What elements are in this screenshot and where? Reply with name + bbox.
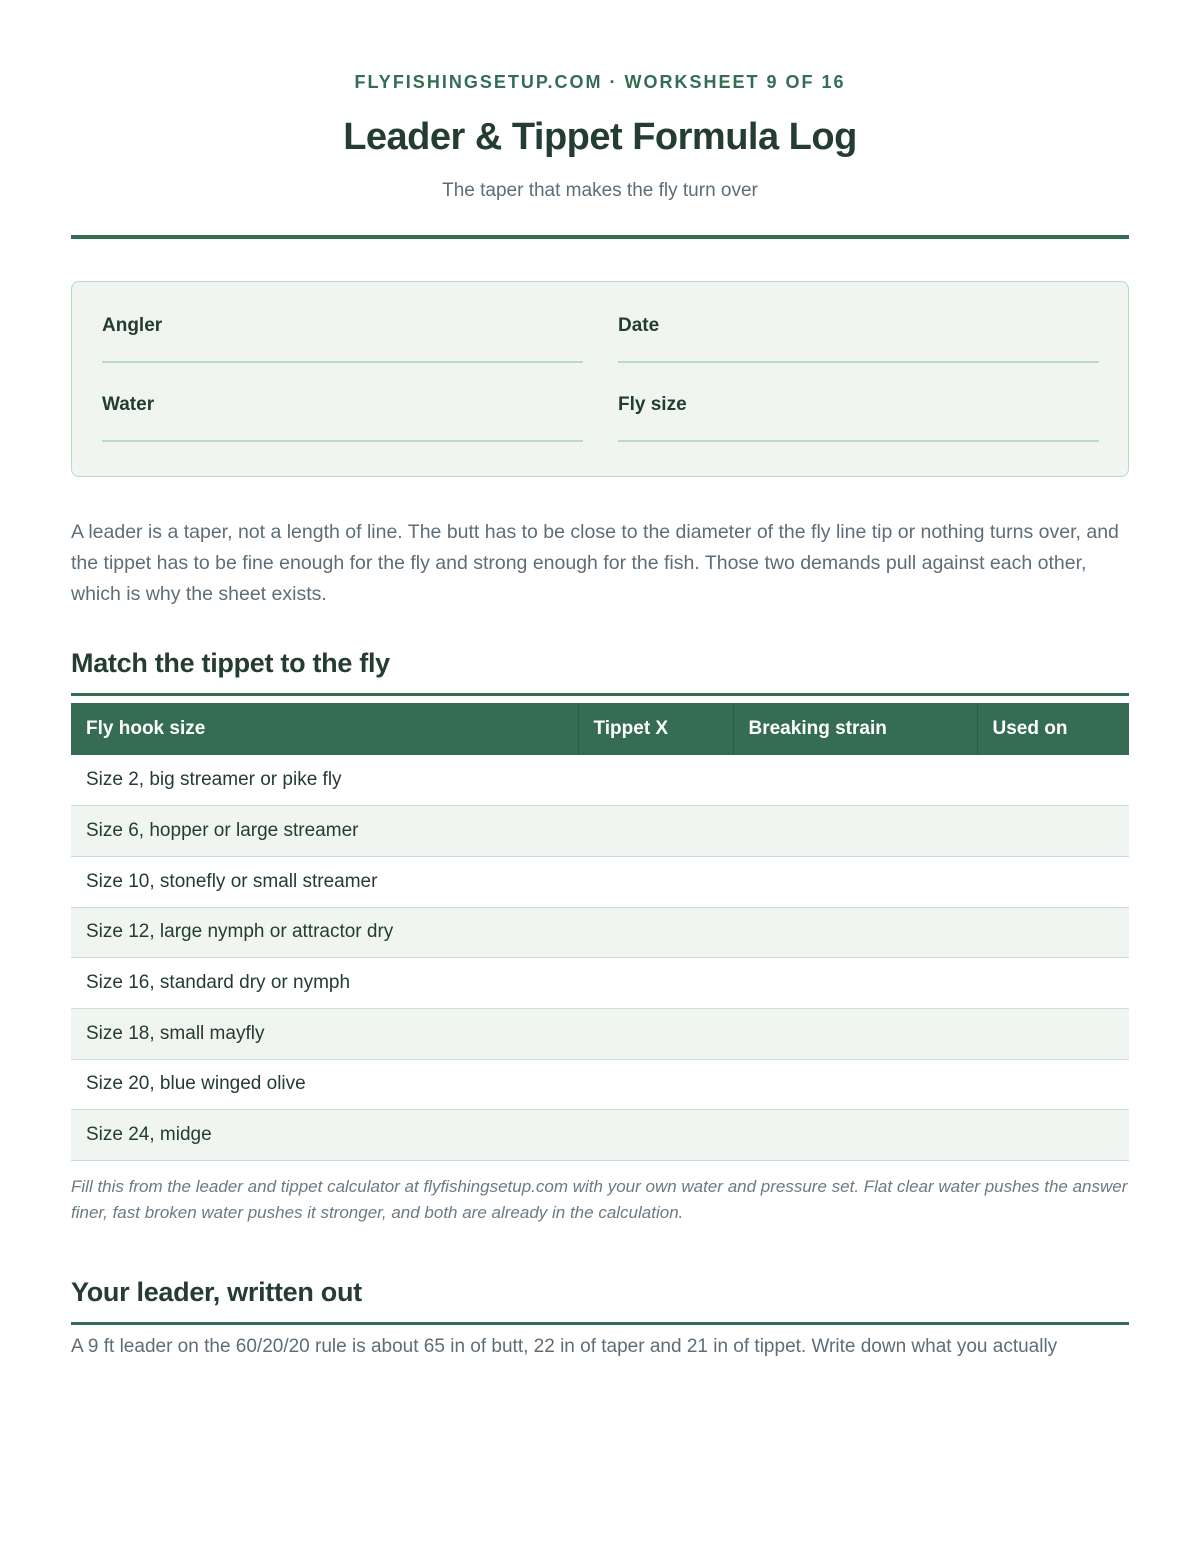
used-on-cell[interactable] (977, 1008, 1129, 1059)
column-header-breaking-strain: Breaking strain (733, 703, 977, 755)
section-divider-tippet (71, 693, 1129, 696)
fly-size-label: Fly size (618, 394, 687, 415)
fly-size-cell: Size 10, stonefly or small streamer (86, 870, 378, 892)
breaking-strain-cell[interactable] (733, 1110, 977, 1161)
header-divider (71, 235, 1129, 239)
column-header-used-on: Used on (992, 718, 1068, 739)
page-title: Leader & Tippet Formula Log (343, 116, 857, 158)
table-row (71, 755, 1129, 806)
angler-label: Angler (102, 315, 163, 336)
breaking-strain-cell[interactable] (733, 755, 977, 806)
water-field[interactable] (102, 394, 583, 416)
fly-size-cell: Size 6, hopper or large streamer (86, 820, 359, 842)
tippet-x-cell[interactable] (578, 1008, 733, 1059)
angler-write-line[interactable] (102, 361, 583, 363)
tippet-x-cell[interactable] (578, 1110, 733, 1161)
tippet-x-cell[interactable] (578, 755, 733, 806)
tippet-x-cell[interactable] (578, 1059, 733, 1110)
table-row (71, 1059, 1129, 1110)
table-row (71, 958, 1129, 1009)
tippet-x-cell[interactable] (578, 907, 733, 958)
used-on-cell[interactable] (977, 1110, 1129, 1161)
breaking-strain-cell[interactable] (733, 958, 977, 1009)
fly-size-field[interactable] (618, 394, 1099, 416)
angler-info-panel (71, 281, 1129, 477)
column-header-fly-hook-size: Fly hook size (71, 703, 578, 755)
breaking-strain-cell[interactable] (733, 806, 977, 857)
fly-size-cell: Size 24, midge (86, 1124, 212, 1146)
breaking-strain-cell[interactable] (733, 856, 977, 907)
fly-size-cell: Size 18, small mayfly (86, 1022, 265, 1044)
used-on-cell[interactable] (977, 958, 1129, 1009)
tippet-x-cell[interactable] (578, 806, 733, 857)
table-row (71, 856, 1129, 907)
table-footnote: Fill this from the leader and tippet calculator at flyfishingsetup.com with your own water and pressure set. Flat clear water pushes the answer finer, fast broken water pushes it stronger, and both are already in the calculation. (71, 1177, 1128, 1222)
used-on-cell[interactable] (977, 856, 1129, 907)
table-row (71, 907, 1129, 958)
tippet-match-table (71, 703, 1129, 1161)
leader-explainer-text: A 9 ft leader on the 60/20/20 rule is about 65 in of butt, 22 in of taper and 21 in of tippet. Write down what you actually (71, 1336, 1058, 1357)
table-row (71, 1008, 1129, 1059)
fly-size-cell: Size 2, big streamer or pike fly (86, 769, 342, 791)
section-heading-tippet: Match the tippet to the fly (71, 648, 390, 678)
angler-field[interactable] (102, 315, 583, 337)
breaking-strain-cell[interactable] (733, 1008, 977, 1059)
used-on-cell[interactable] (977, 755, 1129, 806)
breaking-strain-cell[interactable] (733, 1059, 977, 1110)
fly-size-cell: Size 20, blue winged olive (86, 1073, 306, 1095)
water-label: Water (102, 394, 155, 415)
page-subtitle: The taper that makes the fly turn over (442, 180, 758, 201)
intro-paragraph: A leader is a taper, not a length of line. The butt has to be close to the diameter of the fly line tip or nothing turns over, and the tippet has to be fine enough for the fly and strong enough for the fish. Those two demands pull against each other, which is why the sheet exists. (71, 521, 1119, 605)
fly-size-cell: Size 12, large nymph or attractor dry (86, 921, 394, 943)
used-on-cell[interactable] (977, 806, 1129, 857)
water-write-line[interactable] (102, 440, 583, 442)
worksheet-eyebrow: FLYFISHINGSETUP.COM · WORKSHEET 9 OF 16 (354, 72, 846, 92)
table-header-row (71, 703, 1129, 755)
used-on-cell[interactable] (977, 907, 1129, 958)
breaking-strain-cell[interactable] (733, 907, 977, 958)
tippet-x-cell[interactable] (578, 958, 733, 1009)
date-label: Date (618, 315, 660, 336)
fly-size-write-line[interactable] (618, 440, 1099, 442)
table-row (71, 806, 1129, 857)
date-write-line[interactable] (618, 361, 1099, 363)
column-header-tippet-x: Tippet X (578, 703, 733, 755)
tippet-x-cell[interactable] (578, 856, 733, 907)
section-divider-leader (71, 1322, 1129, 1325)
section-heading-leader: Your leader, written out (71, 1277, 362, 1307)
fly-size-cell: Size 16, standard dry or nymph (86, 972, 351, 994)
used-on-cell[interactable] (977, 1059, 1129, 1110)
date-field[interactable] (618, 315, 1099, 337)
table-row (71, 1110, 1129, 1161)
